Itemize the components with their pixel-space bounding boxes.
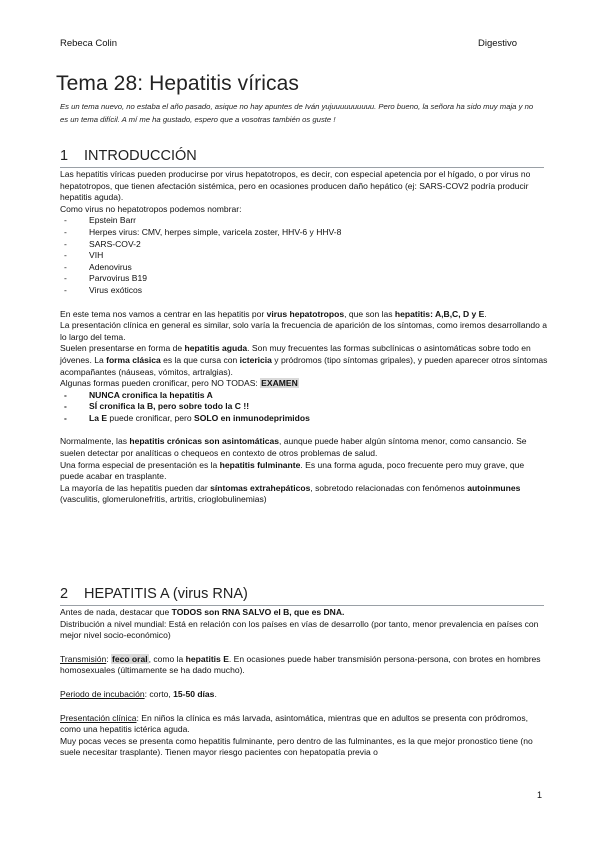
section-number: 1 [60,148,69,164]
list-item: - Parvovirus B19 [64,273,548,285]
paragraph: La presentación clínica en general es similar, solo varía la frecuencia de aparición de los síntomas, como iremos desarrollando a lo largo del tema. [60,320,547,342]
section-title: INTRODUCCIÓN [84,148,197,164]
paragraph: Suelen presentarse en forma de hepatitis aguda. Son muy frecuentes las formas subclínicas o asintomáticas sobre todo en jóvenes. La forma clásica es la que cursa con ictericia y pródromos (tipo síntomas gripales), y pueden aparecer otros síntomas acompañantes (náuseas, vómitos, artralgias). [60,343,548,377]
paragraph: Una forma especial de presentación es la hepatitis fulminante. Es una forma aguda, poco frecuente pero muy grave, que puede acabar en trasplante. [60,459,525,482]
chronic-list [60,390,548,425]
intro-note: Es un tema nuevo, no estaba el año pasado, asique no hay apuntes de Iván yujuuuuuuuuuu. Pero bueno, la señora ha sido muy maja y no es un tema difícil. A mí me ha gustado, espero que a vosotras también os guste ! [60,102,534,124]
section-body-introduccion [60,169,548,506]
page-number: 1 [537,790,543,800]
paragraph: Como virus no hepatotropos podemos nombrar: [60,203,242,214]
paragraph: Transmisión: feco oral, como la hepatitis E. En ocasiones puede haber transmisión persona-persona, con brotes en hombres homosexuales (últimamente se ha dado mucho). [60,653,541,676]
list-item: - SARS-COV-2 [64,239,548,251]
section-title: HEPATITIS A (virus RNA) [84,586,248,602]
paragraph: Antes de nada, destacar que TODOS son RNA SALVO el B, que es DNA. [60,607,345,617]
paragraph: La mayoría de las hepatitis pueden dar síntomas extrahepáticos, sobretodo relacionadas con fenómenos autoinmunes (vasculitis, glomerulonefritis, artritis, crioglobulinemias) [60,482,521,505]
section-heading-introduccion [60,148,544,168]
list-item: - NUNCA cronifica la hepatitis A [64,390,548,402]
list-item: - SÍ cronifica la B, pero sobre todo la C !! [64,401,548,413]
list-item: - VIH [64,250,548,262]
list-item: - Adenovirus [64,262,548,274]
list-item: - Herpes virus: CMV, herpes simple, varicela zoster, HHV-6 y HHV-8 [64,227,548,239]
paragraph: Las hepatitis víricas pueden producirse por virus hepatotropos, es decir, con especial apetencia por el hígado, o por virus no hepatotropos, que tienen afectación sistémica, pero en ocasiones producen daño hepático (ej: SARS-COV2 podría producir hepatitis aguda). [60,169,531,203]
section-heading-hepatitis-a [60,586,544,606]
virus-list [60,215,548,296]
exam-highlight: EXAMEN [261,378,298,389]
list-item: - La E puede cronificar, pero SOLO en inmunodeprimidos [64,413,548,425]
paragraph: Muy pocas veces se presenta como hepatitis fulminante, pero dentro de las fulminantes, es la que mejor pronostico tiene (no suele necesitar trasplante). Tienen mayor riesgo pacientes con hepatopatía previa o [60,735,533,758]
paragraph: Algunas formas pueden cronificar, pero NO TODAS: EXAMEN [60,378,298,389]
paragraph: Distribución a nivel mundial: Está en relación con los países en vías de desarrollo (por tanto, menor prevalencia en países con mejor nivel socio-económico) [60,618,539,641]
paragraph: En este tema nos vamos a centrar en las hepatitis por virus hepatotropos, que son las hepatitis: A,B,C, D y E. [60,308,487,319]
header-author: Rebeca Colin [60,38,118,49]
section-number: 2 [60,586,69,602]
list-item: - Virus exóticos [64,285,548,297]
paragraph: Normalmente, las hepatitis crónicas son asintomáticas, aunque puede haber algún síntoma menor, como cansancio. Se suelen detectar por analíticas o chequeos en contexto de otros problemas de salud. [60,436,527,459]
section-body-hepatitis-a [60,607,548,759]
paragraph: Periodo de incubación: corto, 15-50 días. [60,688,217,699]
page-title: Tema 28: Hepatitis víricas [56,72,300,95]
paragraph: Presentación clínica: En niños la clínica es más larvada, asintomática, mientras que en adultos se presenta con pródromos, como una hepatitis ictérica aguda. [60,712,528,735]
list-item: - Epstein Barr [64,215,548,227]
header-subject: Digestivo [478,38,518,49]
